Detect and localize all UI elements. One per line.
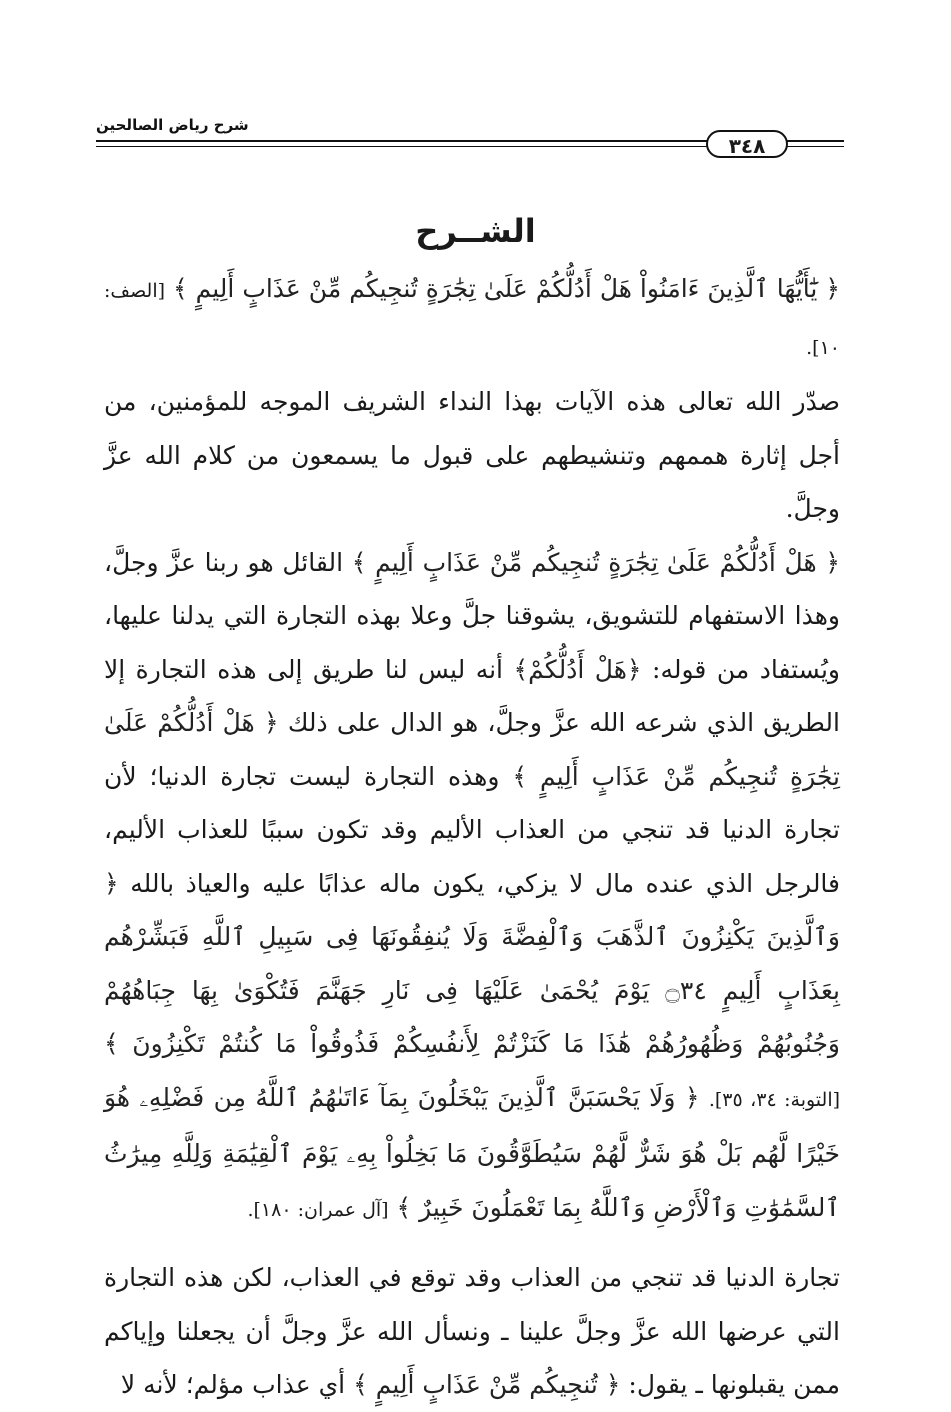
paragraph [104,536,840,1238]
verse-reference: [آل عمران: ١٨٠]. [247,1198,389,1221]
body-text [104,262,840,1412]
paragraph-text: صدّر الله تعالى هذه الآيات بهذا النداء الشريف الموجه للمؤمنين، من أجل إثارة هممهم وتنشيطهم على قبول ما يسمعون من كلام الله عزَّ وجلَّ. [104,387,840,523]
header-rule [96,146,708,147]
verse-reference: [الصف: ١٠]. [104,280,840,359]
header-rule [786,140,844,142]
paragraph [104,375,840,536]
page-header [96,112,844,162]
header-rule [96,140,708,142]
section-title: الشــرح [415,212,536,250]
page-number: ٣٤٨ [706,130,788,158]
paragraph-text: القائل هو ربنا عزَّ وجلَّ، وهذا الاستفهام للتشويق، يشوقنا جلَّ وعلا بهذه التجارة التي يدلنا عليها، ويُستفاد من قوله: [104,547,840,684]
paragraph-text: أنه ليس لنا طريق إلى هذه التجارة إلا الطريق الذي شرعه الله عزَّ وجلَّ، هو الدال على ذلك [104,654,840,737]
paragraph [104,1251,840,1412]
header-rule [786,146,844,147]
quran-verse: ﴿ هَلْ أَدُلُّكُمْ عَلَىٰ تِجَٰرَةٍ تُنجِيكُم مِّنْ عَذَابٍ أَلِيمٍ ﴾ [351,547,840,577]
quran-verse: ﴿ وَٱلَّذِينَ يَكْنِزُونَ ٱلذَّهَبَ وَٱلْفِضَّةَ وَلَا يُنفِقُونَهَا فِى سَبِيلِ ٱللَّهِ فَبَشِّرْهُم بِعَذَابٍ أَلِيمٍ ۝٣٤ يَوْمَ يُحْمَىٰ عَلَيْهَا فِى نَارِ جَهَنَّمَ فَتُكْوَىٰ بِهَا جِبَاهُهُمْ وَجُنُوبُهُمْ وَظُهُورُهُمْ هَٰذَا مَا كَنَزْتُمْ لِأَنفُسِكُمْ فَذُوقُواْ مَا كُنتُمْ تَكْنِزُونَ ﴾ [104,868,840,1058]
paragraph-text: تجارة الدنيا قد تنجي من العذاب وقد توقع في العذاب، لكن هذه التجارة التي عرضها الله عزَّ وجلَّ علينا ـ ونسأل الله عزَّ وجلَّ أن يجعلنا وإياكم ممن يقبلونها ـ يقول: [104,1263,840,1399]
quran-verse: ﴿ تُنجِيكُم مِّنْ عَذَابٍ أَلِيمٍ ﴾ [353,1370,621,1399]
book-title: شرح رياض الصالحين [96,116,249,134]
paragraph [104,262,840,375]
quran-verse: ﴿ وَلَا يَحْسَبَنَّ ٱلَّذِينَ يَبْخَلُونَ بِمَآ ءَاتَىٰهُمُ ٱللَّهُ مِن فَضْلِهِۦ هُوَ خَيْرًا لَّهُم بَلْ هُوَ شَرٌّ لَّهُمْ سَيُطَوَّقُونَ مَا بَخِلُواْ بِهِۦ يَوْمَ ٱلْقِيَٰمَةِ وَلِلَّهِ مِيرَٰثُ ٱلسَّمَٰوَٰتِ وَٱلْأَرْضِ وَٱللَّهُ بِمَا تَعْمَلُونَ خَبِيرٌ ﴾ [104,1082,840,1222]
paragraph-text: أي عذاب مؤلم؛ لأنه لا [120,1370,346,1399]
paragraph-text: وهذه التجارة ليست تجارة الدنيا؛ لأن تجارة الدنيا قد تنجي من العذاب الأليم وقد تكون سببًا للعذاب الأليم، فالرجل الذي عنده مال لا يزكي، يكون ماله عذابًا عليه والعياذ بالله [104,761,840,898]
quran-verse: ﴿هَلْ أَدُلُّكُمْ﴾ [513,654,642,684]
quran-verse: ﴿ هَلْ أَدُلُّكُمْ عَلَىٰ تِجَٰرَةٍ تُنجِيكُم مِّنْ عَذَابٍ أَلِيمٍ ﴾ [104,708,840,791]
quran-verse: ﴿ يَٰٓأَيُّهَا ٱلَّذِينَ ءَامَنُواْ هَلْ أَدُلُّكُمْ عَلَىٰ تِجَٰرَةٍ تُنجِيكُم مِّنْ عَذَابٍ أَلِيمٍ ﴾ [173,274,840,303]
verse-reference: [التوبة: ٣٤، ٣٥]. [708,1088,841,1111]
